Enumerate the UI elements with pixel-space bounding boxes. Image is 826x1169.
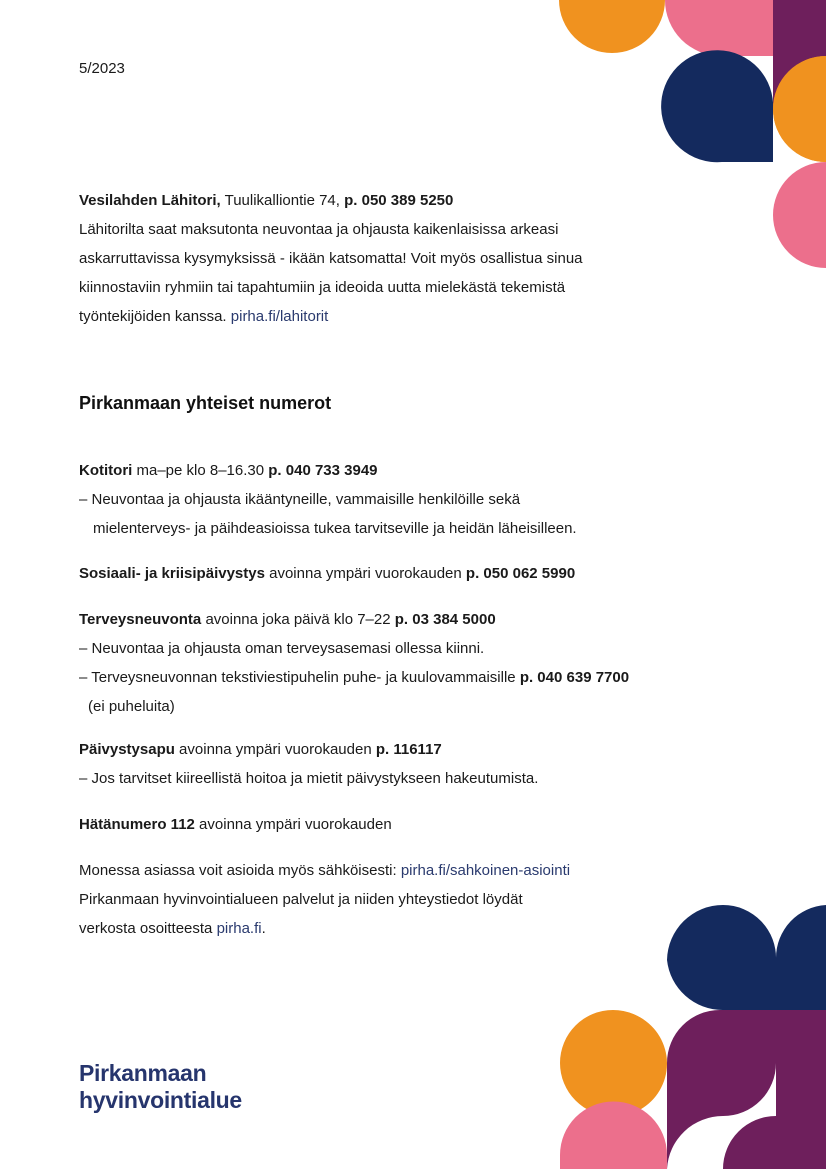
footer-eservice-text: Monessa asiassa voit asioida myös sähköisesti:	[79, 862, 401, 879]
orange-half-circle-shape	[559, 0, 665, 53]
lahitori-heading-line	[79, 186, 719, 215]
lahitori-link[interactable]: pirha.fi/lahitorit	[230, 308, 329, 325]
hatanumero-heading-line	[79, 810, 719, 839]
lahitori-name: Vesilahden Lähitori,	[79, 192, 221, 209]
footer-period: .	[261, 920, 266, 937]
footer-text-line: Pirkanmaan hyvinvointialueen palvelut ja niiden yhteystiedot löydät	[79, 891, 523, 908]
terveys-heading-line	[79, 605, 719, 634]
paivystysapu-heading-line	[79, 735, 719, 764]
footer-text-section	[79, 856, 719, 943]
footer-text-line	[79, 914, 719, 943]
lahitori-last-text: työntekijöiden kanssa.	[79, 308, 231, 325]
kotitori-heading-line	[79, 456, 719, 485]
terveys-name: Terveysneuvonta	[79, 611, 202, 628]
lahitori-address: Tuulikalliontie 74,	[220, 192, 345, 209]
sosiaali-heading-line	[79, 559, 719, 588]
sosiaali-name: Sosiaali- ja kriisipäivystys	[79, 565, 265, 582]
document-date: 5/2023	[79, 60, 125, 77]
terveys-hours: avoinna joka päivä klo 7–22	[201, 611, 395, 628]
lahitori-text-line: kiinnostaviin ryhmiin tai tapahtumiin ja ideoida uutta mielekästä tekemistä	[79, 279, 566, 296]
kotitori-name: Kotitori	[79, 462, 133, 479]
paivystysapu-name: Päivystysapu	[79, 741, 175, 758]
organization-logo	[79, 1060, 242, 1114]
footer-text-line	[79, 856, 719, 885]
hatanumero-section	[79, 810, 719, 839]
section-title: Pirkanmaan yhteiset numerot	[79, 393, 332, 413]
lahitori-text-line	[79, 302, 719, 331]
paivystysapu-hours: avoinna ympäri vuorokauden	[174, 741, 376, 758]
terveys-text-line	[79, 663, 719, 692]
logo-line-2: hyvinvointialue	[79, 1087, 242, 1113]
paivystysapu-phone: p. 116117	[375, 741, 442, 758]
terveys-sms-phone: p. 040 639 7700	[519, 669, 630, 686]
kotitori-text-line: – Neuvontaa ja ohjausta ikääntyneille, vammaisille henkilöille sekä	[79, 491, 521, 508]
navy-drop-shape	[661, 50, 773, 162]
kotitori-phone: p. 040 733 3949	[268, 462, 378, 479]
footer-web-text: verkosta osoitteesta	[79, 920, 217, 937]
paivystysapu-section	[79, 735, 719, 793]
sosiaali-section	[79, 559, 719, 588]
pirha-link[interactable]: pirha.fi	[216, 920, 262, 937]
lahitori-phone: p. 050 389 5250	[344, 192, 454, 209]
lahitori-text-line: askarruttavissa kysymyksissä - ikään katsomatta! Voit myös osallistua sinua	[79, 250, 583, 267]
terveys-text-line: (ei puheluita)	[88, 698, 175, 715]
lahitori-text-line: Lähitorilta saat maksutonta neuvontaa ja ohjausta kaikenlaisissa arkeasi	[79, 221, 559, 238]
sosiaali-hours: avoinna ympäri vuorokauden	[264, 565, 466, 582]
kotitori-text-line: mielenterveys- ja päihdeasioissa tukea tarvitseville ja heidän läheisilleen.	[93, 520, 577, 537]
terveys-section	[79, 605, 719, 721]
pink-quarter-shape	[665, 0, 773, 56]
paivystysapu-text-line: – Jos tarvitset kiireellistä hoitoa ja mietit päivystykseen hakeutumista.	[79, 770, 539, 787]
hatanumero-name: Hätänumero 112	[79, 816, 195, 833]
pink-half-circle-shape	[773, 162, 826, 268]
eservice-link[interactable]: pirha.fi/sahkoinen-asiointi	[400, 862, 571, 879]
terveys-phone: p. 03 384 5000	[394, 611, 496, 628]
kotitori-section	[79, 456, 719, 543]
terveys-text-line: – Neuvontaa ja ohjausta oman terveysasemasi ollessa kiinni.	[79, 640, 485, 657]
hatanumero-hours: avoinna ympäri vuorokauden	[194, 816, 392, 833]
logo-line-1: Pirkanmaan	[79, 1060, 207, 1086]
lahitori-section	[79, 186, 719, 331]
kotitori-hours: ma–pe klo 8–16.30	[132, 462, 269, 479]
sosiaali-phone: p. 050 062 5990	[465, 565, 576, 582]
navy-shape-right	[776, 905, 826, 1010]
terveys-sms-text: – Terveysneuvonnan tekstiviestipuhelin puhe- ja kuulovammaisille	[79, 669, 520, 686]
